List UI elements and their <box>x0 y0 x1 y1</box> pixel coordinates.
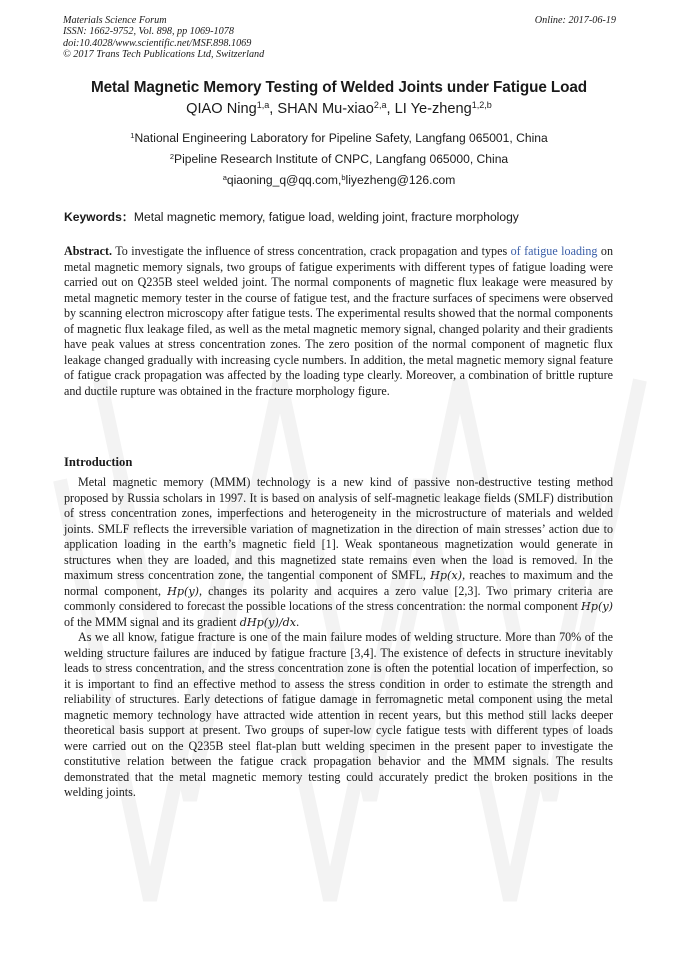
keywords-line <box>64 208 624 225</box>
author-name: LI Ye-zheng <box>394 101 472 117</box>
abstract-text: To investigate the influence of stress concentration, crack propagation and types <box>112 244 511 258</box>
online-date: Online: 2017-06-19 <box>534 15 616 26</box>
abstract-highlight: of fatigue loading <box>510 244 598 258</box>
math-hp-y: Hp(y) <box>167 584 200 598</box>
affiliation-superscript: 2 <box>169 151 175 161</box>
introduction-body <box>64 475 613 801</box>
abstract-block <box>64 244 613 399</box>
author-superscript: 2,a <box>373 100 387 111</box>
author-superscript: 1,a <box>256 100 270 111</box>
author-separator: , <box>386 101 395 117</box>
author-list <box>40 101 638 117</box>
header-left <box>63 15 264 61</box>
email-link[interactable]: qiaoning_q@qq.com, <box>226 173 342 187</box>
affiliation-text: National Engineering Laboratory for Pipeline Safety, Langfang 065001, China <box>134 131 548 145</box>
paragraph-text: of the MMM signal and its gradient <box>64 614 240 629</box>
keywords-label: Keywords： <box>64 210 134 224</box>
intro-paragraph-2: As we all know, fatigue fracture is one of the main failure modes of welding structure. More than 70% of the welding structure failures are induced by fatigue fracture [3,4]. The existence of defects in structure inevitably leads to stress concentration, and the stress concentration zone is often the potential location of imperfection, so it is important to find an effective method to assess the stress condition in order to estimate the strength and reliability of structures. Early detections of fatigue damage in ferromagnetic metal component using the metal magnetic memory technology have attracted wide attention in recent years, but this method still lacks deeper theoretical basis support at present. Two groups of super-low cycle fatigue tests with different types of loads were carried out on the Q235B steel flat-plan butt welding specimen in the present paper to investigate the constitutive relation between the fatigue crack propagation behavior and the MMM signals. The results demonstrated that the metal magnetic memory testing could accurately predict the broken positions in the welding joints. <box>64 630 613 799</box>
email-line <box>40 173 638 187</box>
journal-header <box>63 15 616 61</box>
journal-name: Materials Science Forum <box>63 15 167 26</box>
intro-paragraph-1 <box>64 475 613 630</box>
abstract-text: on metal magnetic memory signals, two groups of fatigue experiments with different types of fatigue loading were carried out on Q235B steel welded joint. The normal components of magnetic flux leakage were measured by metal magnetic memory tester in the course of fatigue test, and the fracture surfaces of specimens were observed by scanning electron microscopy after fatigue tests. The experimental results showed that the normal components of magnetic flux leakage filed, as well as the metal magnetic memory signal, changed polarity and their gradients have peak values at stress concentration zones. The zero position of the normal component of magnetic flux leakage changed gradually with increasing cycle numbers. In addition, the metal magnetic memory signal feature of fatigue crack propagation was affected by the loading type clearly. Moreover, a combination of brittle rupture and ductile rupture was obtained in the fracture morphology figure. <box>64 244 613 398</box>
affiliation-1 <box>40 131 638 145</box>
author-name: QIAO Ning <box>186 101 257 117</box>
author-name: SHAN Mu-xiao <box>277 101 374 117</box>
math-hp-y: Hp(y) <box>581 600 613 613</box>
author-separator: , <box>269 101 278 117</box>
math-gradient: dHp(y)/dx <box>239 615 297 629</box>
keywords-text: Metal magnetic memory, fatigue load, welding joint, fracture morphology <box>133 210 519 224</box>
affiliation-superscript: 1 <box>130 130 135 140</box>
paragraph-text: Metal magnetic memory (MMM) technology is a new kind of passive non-destructive testing method proposed by Russia scholars in 1997. It is based on analysis of self-magnetic leakage fields (SMLF) distribution of stress concentration zones, imperfections and heterogeneity in the microstructure of materials and welded joints. SMLF reflects the irreversible variation of magnetization in the direction of main stresses’ action due to application loading in the earth’s magnetic field [1]. Weak spontaneous magnetization would generate in structures when they are loaded, and this magnetized state remains even when the load is removed. In the maximum stress concentration zone, the tangential component of SMFL, <box>64 475 613 582</box>
email-link[interactable]: liyezheng@126.com <box>345 173 456 187</box>
email-superscript: a <box>222 172 227 182</box>
copyright-line: © 2017 Trans Tech Publications Ltd, Switzerland <box>63 49 265 61</box>
affiliation-2 <box>40 152 638 166</box>
issn-line: ISSN: 1662-9752, Vol. 898, pp 1069-1078 <box>63 26 234 38</box>
author-superscript: 1,2,b <box>471 100 492 111</box>
paragraph-text: . <box>296 614 300 629</box>
doi-line[interactable]: doi:10.4028/www.scientific.net/MSF.898.1069 <box>63 37 252 49</box>
affiliation-text: Pipeline Research Institute of CNPC, Langfang 065000, China <box>174 152 509 166</box>
math-hp-x: Hp(x) <box>430 569 463 582</box>
abstract-paragraph <box>64 244 613 399</box>
paragraph-text: , reaches to maximum and the normal component, <box>64 568 613 598</box>
abstract-label: Abstract. <box>64 244 113 258</box>
email-superscript: b <box>341 172 346 182</box>
paper-title: Metal Magnetic Memory Testing of Welded Joints under Fatigue Load <box>90 79 588 96</box>
paragraph-text: , changes its polarity and acquires a zero value [2,3]. Two primary criteria are commonly considered to forecast the possible locations of the stress concentration: the normal component <box>64 583 613 613</box>
section-heading-introduction: Introduction <box>64 455 133 469</box>
